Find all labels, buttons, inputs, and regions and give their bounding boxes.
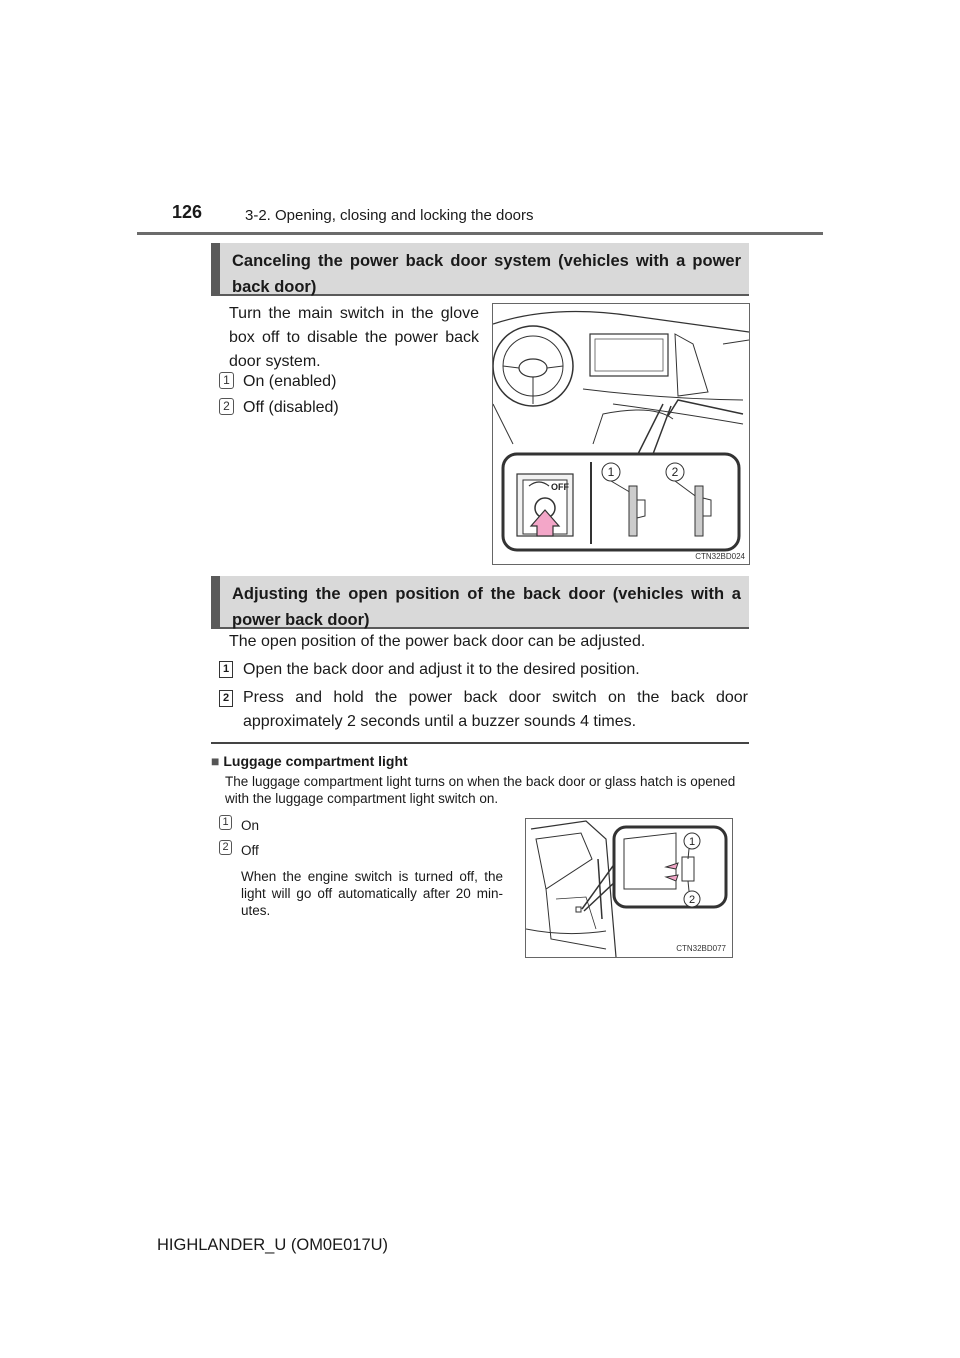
callout-1-marker: 1	[219, 372, 234, 389]
note-text: The luggage compartment light turns on when the back door or glass hatch is opened with the luggage compartment light switch on.	[225, 774, 736, 806]
callout-2-marker: 2	[219, 398, 234, 415]
footer-model-code: HIGHLANDER_U (OM0E017U)	[157, 1236, 389, 1254]
page-number: 126	[172, 202, 203, 222]
dashboard-drawing	[493, 304, 749, 564]
section-heading-cancel-power-door: Canceling the power back door system (vehicles with a power back door)	[211, 243, 749, 296]
note-item-off: Off	[241, 843, 259, 858]
luggage-area-drawing	[526, 819, 732, 957]
step-1-text: Open the back door and adjust it to the desired position.	[243, 661, 640, 678]
notes-divider	[211, 742, 749, 744]
note-item-on: On	[241, 818, 260, 833]
note-figure-callout-1: 1	[688, 836, 696, 848]
adjust-intro: The open position of the power back door can be adjusted.	[229, 633, 646, 650]
glove-box-switch-illustration	[492, 303, 750, 565]
note-heading	[211, 753, 408, 769]
note-callout-1-marker: 1	[219, 815, 232, 830]
section-heading-adjust-open-position: Adjusting the open position of the back door (vehicles with a power back door)	[211, 576, 749, 629]
step-2-marker: 2	[219, 690, 233, 707]
luggage-light-illustration	[525, 818, 733, 958]
cancel-instructions: Turn the main switch in the glove box off to disable the power back door system.	[229, 305, 479, 370]
section-title: 3-2. Opening, closing and locking the doors	[245, 207, 534, 224]
note-callout-2-marker: 2	[219, 840, 232, 855]
item-on-enabled: On (enabled)	[243, 373, 337, 390]
header-divider	[137, 232, 823, 235]
note-extra: When the engine switch is turned off, the light will go off automatically after 20 min-utes.	[241, 869, 503, 918]
note-title: Luggage compartment light	[223, 753, 408, 769]
callout-1-label: 1	[607, 465, 615, 479]
switch-off-label: OFF	[551, 482, 569, 492]
figure-code: CTN32BD024	[695, 552, 745, 561]
note-bullet: ■	[211, 753, 220, 769]
step-2-text: Press and hold the power back door switch on the back door approximately 2 seconds until a buzzer sounds 4 times.	[243, 689, 748, 730]
note-figure-code: CTN32BD077	[676, 944, 726, 953]
note-figure-callout-2: 2	[688, 894, 696, 906]
item-off-disabled: Off (disabled)	[243, 399, 339, 416]
callout-2-label: 2	[671, 465, 679, 479]
step-1-marker: 1	[219, 661, 233, 678]
